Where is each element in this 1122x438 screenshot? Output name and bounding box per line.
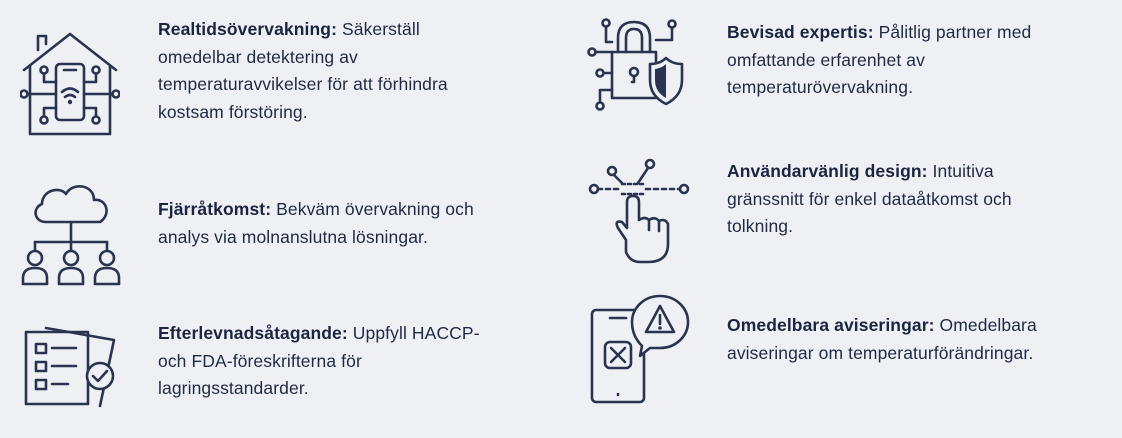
feature-title: Efterlevnadsåtagande: xyxy=(158,323,348,343)
cloud-network-users-icon xyxy=(20,180,122,288)
smart-home-phone-icon xyxy=(20,30,120,138)
feature-text xyxy=(727,312,1087,367)
feature-body: Säkerställ omedelbar detektering av temperaturavvikelser för att förhindra kostsam förstöring. xyxy=(158,19,448,122)
padlock-shield-circuit-icon xyxy=(586,18,692,114)
feature-text xyxy=(158,196,503,251)
touch-hand-network-icon xyxy=(586,158,692,266)
feature-body: Uppfyll HACCP- och FDA-föreskrifterna för lagringsstandarder. xyxy=(158,323,480,398)
feature-body: Omedelbara aviseringar om temperaturförändringar. xyxy=(727,315,1037,363)
feature-body: Bekväm övervakning och analys via molnanslutna lösningar. xyxy=(158,199,474,247)
feature-text xyxy=(158,16,503,126)
feature-text xyxy=(158,320,503,403)
feature-title: Bevisad expertis: xyxy=(727,22,874,42)
feature-body: Pålitlig partner med omfattande erfarenhet av temperaturövervakning. xyxy=(727,22,1032,97)
feature-text xyxy=(727,158,1072,241)
feature-title: Fjärråtkomst: xyxy=(158,199,272,219)
feature-title: Användarvänlig design: xyxy=(727,161,928,181)
feature-text xyxy=(727,19,1072,102)
feature-title: Omedelbara aviseringar: xyxy=(727,315,935,335)
phone-alert-warning-icon xyxy=(588,294,694,406)
compliance-checklist-icon xyxy=(22,318,122,408)
feature-body: Intuitiva gränssnitt för enkel dataåtkomst och tolkning. xyxy=(727,161,1012,236)
feature-title: Realtidsövervakning: xyxy=(158,19,337,39)
